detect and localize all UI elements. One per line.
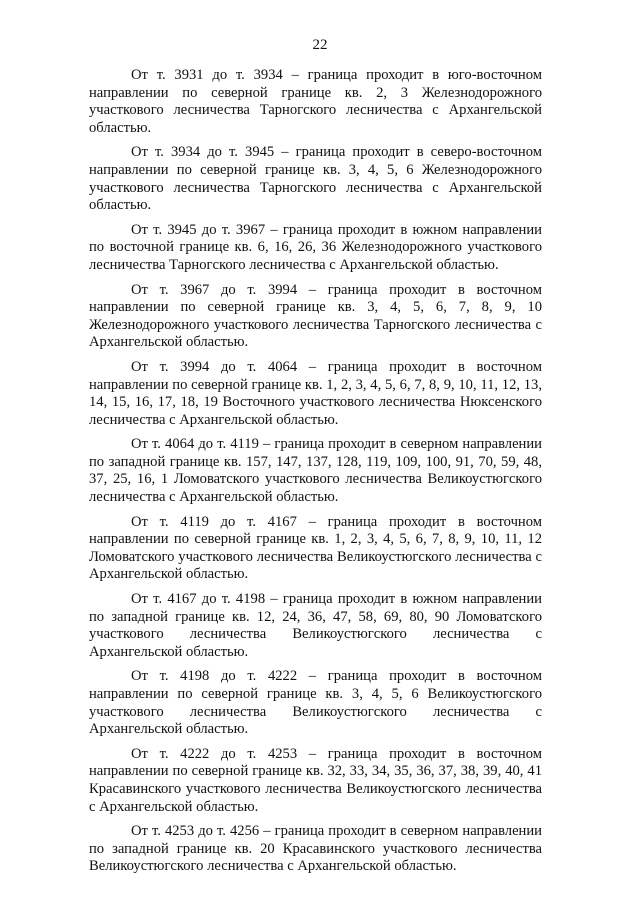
boundary-paragraph-4: От т. 3967 до т. 3994 – граница проходит в восточном направлении по северной границе кв. 3, 4, 5, 6, 7, 8, 9, 10 Железнодорожного участкового лесничества Тарногского лесничества с Архангельской областью. <box>89 281 542 351</box>
boundary-paragraph-11: От т. 4253 до т. 4256 – граница проходит в северном направлении по западной границе кв. 20 Красавинского участкового лесничества Великоустюгского лесничества с Архангельской областью. <box>89 823 542 875</box>
boundary-paragraph-5: От т. 3994 до т. 4064 – граница проходит в восточном направлении по северной границе кв. 1, 2, 3, 4, 5, 6, 7, 8, 9, 10, 11, 12, 13, 14, 15, 16, 17, 18, 19 Восточного участкового лесничества Нюксенского лесничества с Архангельской областью. <box>89 358 542 428</box>
boundary-paragraph-9: От т. 4198 до т. 4222 – граница проходит в восточном направлении по северной границе кв. 3, 4, 5, 6 Великоустюгского участкового лесничества Великоустюгского лесничества с Архангельской областью. <box>89 668 542 738</box>
page-number: 22 <box>312 37 328 53</box>
boundary-paragraph-3: От т. 3945 до т. 3967 – граница проходит в южном направлении по восточной границе кв. 6, 16, 26, 36 Железнодорожного участкового лесничества Тарногского лесничества с Архангельской областью. <box>89 221 542 273</box>
boundary-paragraph-7: От т. 4119 до т. 4167 – граница проходит в восточном направлении по северной границе кв. 1, 2, 3, 4, 5, 6, 7, 8, 9, 10, 11, 12 Ломоватского участкового лесничества Великоустюгского лесничества с Архангельской областью. <box>89 513 542 583</box>
boundary-paragraph-8: От т. 4167 до т. 4198 – граница проходит в южном направлении по западной границе кв. 12, 24, 36, 47, 58, 69, 80, 90 Ломоватского участкового лесничества Великоустюгского лесничества с Архангельской областью. <box>89 591 542 660</box>
boundary-paragraph-1: От т. 3931 до т. 3934 – граница проходит в юго-восточном направлении по северной границе кв. 2, 3 Железнодорожного участкового лесничества Тарногского лесничества с Архангельской областью. <box>89 67 542 136</box>
boundary-paragraph-2: От т. 3934 до т. 3945 – граница проходит в северо-восточном направлении по северной границе кв. 3, 4, 5, 6 Железнодорожного участкового лесничества Тарногского лесничества с Архангельской областью. <box>89 144 542 214</box>
document-body <box>89 67 542 883</box>
boundary-paragraph-6: От т. 4064 до т. 4119 – граница проходит в северном направлении по западной границе кв. 157, 147, 137, 128, 119, 109, 100, 91, 70, 59, 48, 37, 25, 16, 1 Ломоватского участкового лесничества Великоустюгского лесничества с Архангельской областью. <box>89 436 542 506</box>
boundary-paragraph-10: От т. 4222 до т. 4253 – граница проходит в восточном направлении по северной границе кв. 32, 33, 34, 35, 36, 37, 38, 39, 40, 41 Красавинского участкового лесничества Великоустюгского лесничества с Архангельской областью. <box>89 745 542 815</box>
